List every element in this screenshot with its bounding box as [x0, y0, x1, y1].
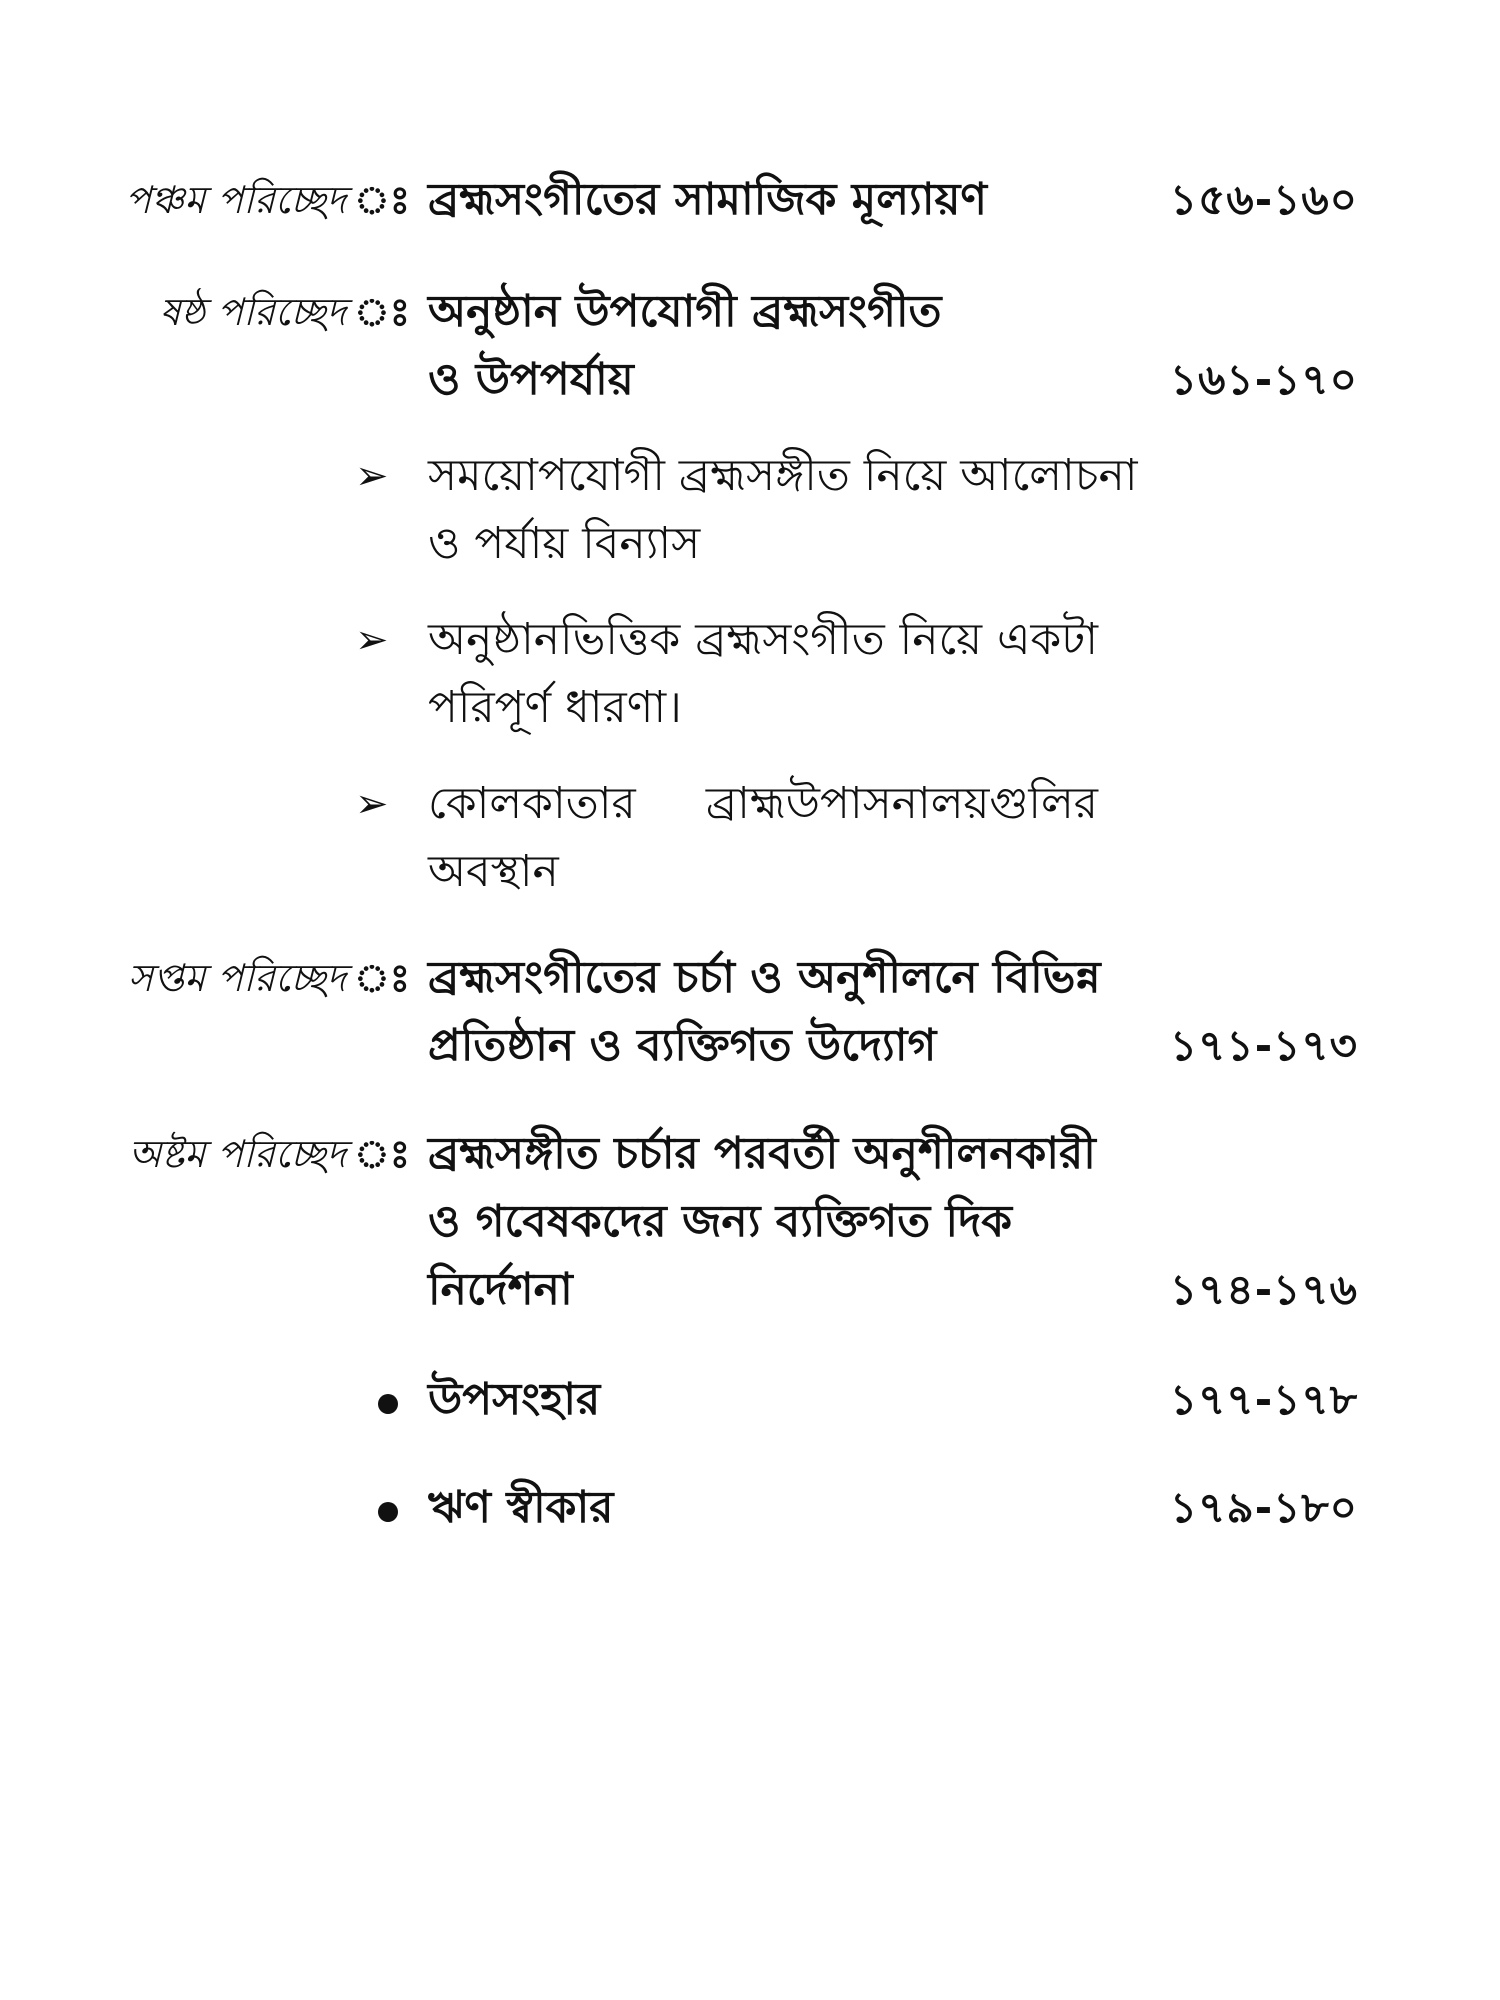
chapter-title-8-line1: ব্রহ্মসঙ্গীত চর্চার পরবর্তী অনুশীলনকারী — [428, 1128, 1096, 1179]
chapter-pages-6: ১৬১-১৭০ — [1169, 355, 1358, 404]
chapter-title-7-line1: ব্রহ্মসংগীতের চর্চা ও অনুশীলনে বিভিন্ন — [428, 952, 1101, 1003]
chapter-title-6-line1: অনুষ্ঠান উপযোগী ব্রহ্মসংগীত — [428, 286, 942, 337]
chapter-pages-8: ১৭৪-১৭৬ — [1169, 1265, 1358, 1314]
chapter-title-5: ব্রহ্মসংগীতের সামাজিক মূল্যায়ণ — [428, 174, 988, 225]
subitem-1-line1: সময়োপযোগী ব্রহ্মসঙ্গীত নিয়ে আলোচনা — [428, 450, 1138, 501]
chapter-label-7: সপ্তম পরিচ্ছেদ ঃ — [127, 956, 410, 1000]
acknowledgement-pages: ১৭৯-১৮০ — [1169, 1483, 1358, 1532]
chapter-title-7-line2: প্রতিষ্ঠান ও ব্যক্তিগত উদ্যোগ — [428, 1020, 937, 1071]
arrow-bullet-icon: ➢ — [355, 453, 389, 499]
chapter-title-6-line2: ও উপপর্যায় — [428, 354, 634, 405]
chapter-label-6: ষষ্ঠ পরিচ্ছেদ ঃ — [159, 290, 410, 334]
arrow-bullet-icon: ➢ — [355, 617, 389, 663]
subitem-1-line2: ও পর্যায় বিন্যাস — [428, 518, 701, 569]
arrow-bullet-icon: ➢ — [355, 781, 389, 827]
subitem-2-line2: পরিপূর্ণ ধারণা। — [428, 682, 682, 733]
subitem-2-line1: অনুষ্ঠানভিত্তিক ব্রহ্মসংগীত নিয়ে একটা — [428, 614, 1098, 665]
bullet-dot-icon — [378, 1394, 398, 1414]
chapter-pages-5: ১৫৬-১৬০ — [1169, 175, 1358, 224]
chapter-title-8-line3: নির্দেশনা — [428, 1264, 573, 1315]
chapter-pages-7: ১৭১-১৭৩ — [1169, 1021, 1358, 1070]
conclusion-title: উপসংহার — [428, 1374, 601, 1425]
subitem-3-line1: কোলকাতার ব্রাহ্মউপাসনালয়গুলির — [428, 778, 1098, 829]
subitem-3-line2: অবস্থান — [428, 846, 559, 897]
chapter-label-5: পঞ্চম পরিচ্ছেদ ঃ — [125, 178, 410, 222]
bullet-dot-icon — [378, 1502, 398, 1522]
acknowledgement-title: ঋণ স্বীকার — [428, 1482, 614, 1533]
chapter-label-8: অষ্টম পরিচ্ছেদ ঃ — [128, 1132, 410, 1176]
conclusion-pages: ১৭৭-১৭৮ — [1169, 1375, 1358, 1424]
chapter-title-8-line2: ও গবেষকদের জন্য ব্যক্তিগত দিক — [428, 1196, 1013, 1247]
